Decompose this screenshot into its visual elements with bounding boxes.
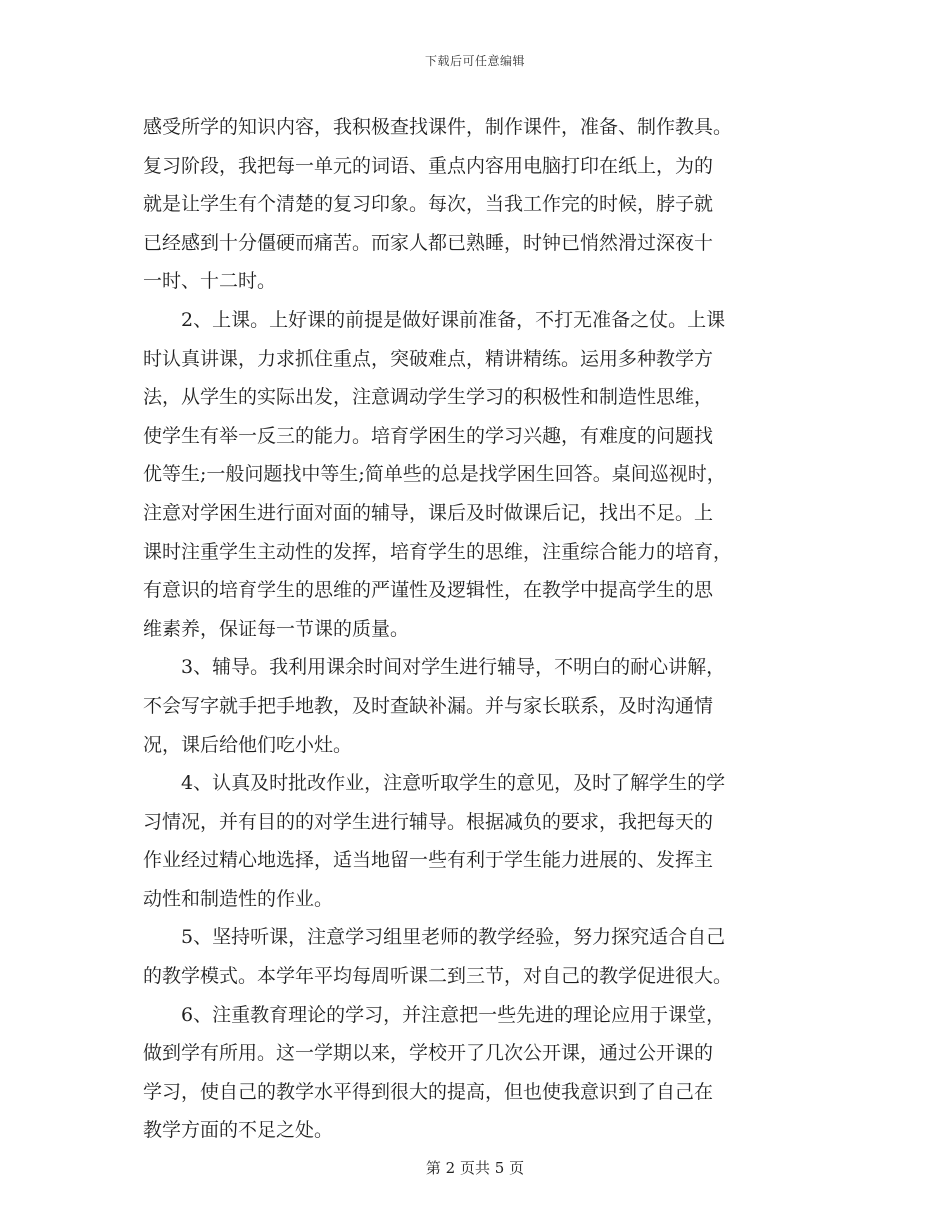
text-line: 已经感到十分僵硬而痛苦。而家人都已熟睡，时钟已悄然滑过深夜十 [143, 231, 714, 254]
text-line: 维素养，保证每一节课的质量。 [143, 617, 410, 640]
text-line: 不会写字就手把手地教，及时查缺补漏。并与家长联系，及时沟通情 [143, 694, 714, 717]
paragraph-first-line: 3、辅导。我利用课余时间对学生进行辅导，不明白的耐心讲解， [181, 656, 726, 679]
text-line: 动性和制造性的作业。 [143, 887, 334, 910]
paragraph-first-line: 6、注重教育理论的学习，并注意把一些先进的理论应用于课堂， [181, 1003, 726, 1026]
text-line: 习情况，并有目的的对学生进行辅导。根据减负的要求，我把每天的 [143, 810, 714, 833]
text-line: 况，课后给他们吃小灶。 [143, 733, 353, 756]
text-line: 课时注重学生主动性的发挥，培育学生的思维，注重综合能力的培育， [143, 540, 733, 563]
text-line: 学习，使自己的教学水平得到很大的提高，但也使我意识到了自己在 [143, 1080, 714, 1103]
paragraph-first-line: 4、认真及时批改作业，注意听取学生的意见，及时了解学生的学 [181, 772, 726, 795]
text-line: 注意对学困生进行面对面的辅导，课后及时做课后记，找出不足。上 [143, 501, 714, 524]
text-line: 有意识的培育学生的思维的严谨性及逻辑性，在教学中提高学生的思 [143, 579, 714, 602]
text-line: 优等生;一般问题找中等生;简单些的总是找学困生回答。桌间巡视时， [143, 463, 726, 486]
text-line: 作业经过精心地选择，适当地留一些有利于学生能力进展的、发挥主 [143, 849, 714, 872]
paragraph-first-line: 2、上课。上好课的前提是做好课前准备，不打无准备之仗。上课 [181, 308, 726, 331]
text-line: 感受所学的知识内容，我积极查找课件，制作课件，准备、制作教具。 [143, 116, 733, 138]
text-line: 教学方面的不足之处。 [143, 1119, 334, 1142]
text-line: 一时、十二时。 [143, 270, 277, 293]
paragraph-first-line: 5、坚持听课，注意学习组里老师的教学经验，努力探究适合自己 [181, 926, 726, 949]
text-line: 做到学有所用。这一学期以来，学校开了几次公开课，通过公开课的 [143, 1042, 714, 1065]
text-line: 使学生有举一反三的能力。培育学困生的学习兴趣，有难度的问题找 [143, 424, 714, 447]
text-line: 复习阶段，我把每一单元的词语、重点内容用电脑打印在纸上，为的 [143, 154, 714, 177]
text-line: 就是让学生有个清楚的复习印象。每次，当我工作完的时候，脖子就 [143, 193, 714, 216]
page-header: 下载后可任意编辑 [424, 54, 525, 68]
text-line: 的教学模式。本学年平均每周听课二到三节，对自己的教学促进很大。 [143, 965, 733, 988]
page-footer: 第 2 页共 5 页 [425, 1159, 525, 1177]
text-line: 法，从学生的实际出发，注意调动学生学习的积极性和制造性思维， [143, 386, 714, 409]
text-line: 时认真讲课，力求抓住重点，突破难点，精讲精练。运用多种教学方 [143, 347, 714, 370]
document-body [143, 108, 815, 1150]
